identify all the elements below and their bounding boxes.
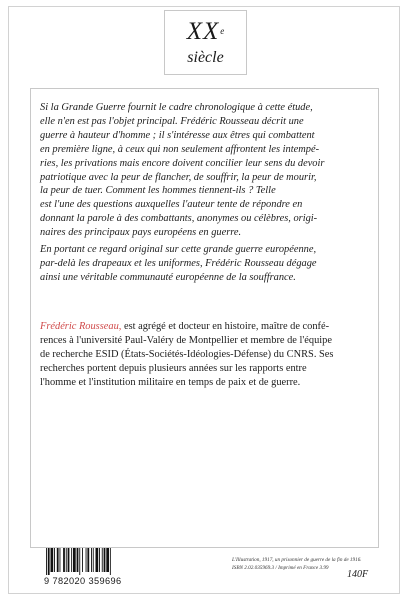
barcode-bar	[99, 548, 100, 572]
image-credits	[232, 556, 362, 572]
barcode-bar	[48, 548, 50, 575]
author-name: Frédéric Rousseau,	[40, 321, 122, 332]
isbn-line: ISBN 2.02.035969.3 / Imprimé en France 3.99	[232, 565, 329, 571]
series-subtitle: siècle	[187, 49, 224, 66]
credit-line: L'Illustration, 1917, un prisonnier de guerre de la fin de 1916.	[232, 557, 362, 563]
author-bio-first: est agrégé et docteur en histoire, maître de confé-	[121, 321, 330, 332]
barcode-bar	[91, 548, 92, 572]
text-line: l'homme et l'institution militaire en temps de paix et de guerre.	[40, 376, 301, 388]
text-line: de recherche ESID (États-Sociétés-Idéologies-Défense) du CNRS. Ses	[40, 348, 334, 360]
barcode-bar	[46, 548, 47, 575]
text-line: patriotique avec la peur de flancher, de souffrir, la peur de mourir,	[40, 171, 317, 183]
text-line: rences à l'université Paul-Valéry de Montpellier et membre de l'équipe	[40, 334, 332, 346]
barcode-bar	[106, 548, 109, 572]
text-line: la peur de tuer. Comment les hommes tiennent-ils ? Telle	[40, 185, 276, 197]
barcode-bar	[96, 548, 99, 572]
text-line: par-delà les drapeaux et les uniformes, Frédéric Rousseau dégage	[40, 257, 317, 269]
barcode-bar	[82, 548, 83, 572]
barcode-bar	[51, 548, 54, 572]
barcode-bar	[77, 548, 79, 572]
price: 140F	[347, 569, 369, 580]
barcode-digits: 9 782020 359696	[44, 576, 122, 586]
text-line	[40, 320, 369, 334]
barcode-bar	[68, 548, 70, 572]
text-line: en première ligne, à ceux qui non seulement affrontent les intempé-	[40, 143, 320, 155]
barcode-bar	[71, 548, 72, 572]
blurb-paragraph-2	[40, 243, 369, 285]
text-line: ries, les privations mais encore doivent concilier leur sens du devoir	[40, 157, 325, 169]
barcode-bar	[63, 548, 65, 572]
text-line: donnant la parole à des combattants, anonymes ou célèbres, origi-	[40, 213, 318, 225]
series-superscript: e	[220, 26, 225, 36]
barcode-bar	[87, 548, 89, 572]
blurb-paragraph-1	[40, 101, 369, 240]
barcode-bar	[60, 548, 61, 572]
barcode-bar	[66, 548, 67, 572]
text-line: guerre à hauteur d'homme ; il s'intéresse aux êtres qui combattent	[40, 129, 315, 141]
series-title: XXe	[186, 18, 225, 45]
text-line: elle n'en est pas l'objet principal. Frédéric Rousseau décrit une	[40, 115, 304, 127]
barcode-bar	[86, 548, 87, 572]
text-line: est l'une des questions auxquelles l'auteur tente de répondre en	[40, 199, 303, 211]
barcode-bars	[44, 548, 138, 575]
barcode-bar	[57, 548, 59, 572]
text-line: En portant ce regard original sur cette grande guerre européenne,	[40, 244, 317, 255]
series-tab	[164, 10, 247, 75]
barcode-bar	[110, 548, 111, 575]
text-line: naires des principaux pays européens en guerre.	[40, 227, 242, 239]
barcode-bar	[93, 548, 94, 572]
barcode-bar	[79, 548, 80, 575]
text-line: ainsi une véritable communauté européenne de la souffrance.	[40, 271, 296, 283]
barcode-bar	[102, 548, 103, 572]
author-bio	[40, 320, 369, 390]
barcode-bar	[104, 548, 106, 572]
text-line: recherches portent depuis plusieurs années sur les rapports entre	[40, 362, 307, 374]
barcode-bar	[73, 548, 76, 572]
text-line: Si la Grande Guerre fournit le cadre chronologique à cette étude,	[40, 102, 313, 113]
barcode-bar	[54, 548, 55, 572]
barcode	[40, 548, 140, 586]
